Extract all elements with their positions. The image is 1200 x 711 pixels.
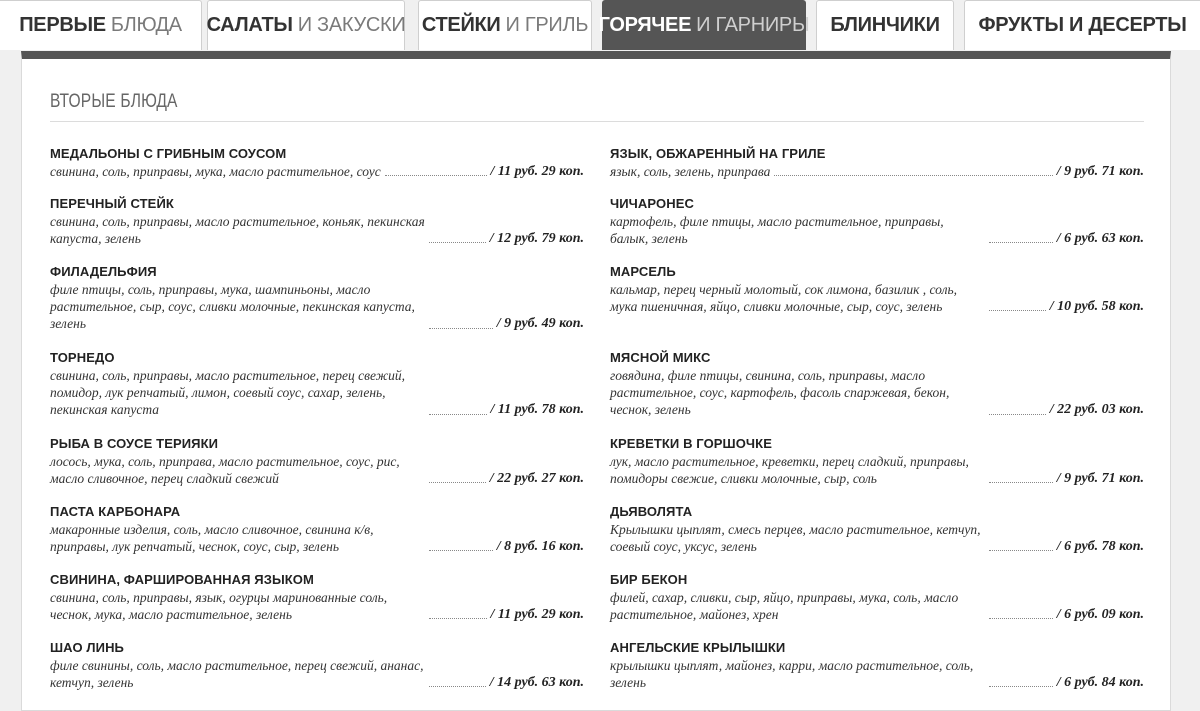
dish-name: ПЕРЕЧНЫЙ СТЕЙК	[50, 196, 174, 211]
dish-name: МАРСЕЛЬ	[610, 264, 676, 279]
dish-description	[610, 281, 1144, 315]
dish-name: ЧИЧАРОНЕС	[610, 196, 694, 211]
dish-ingredients: лосось, мука, соль, приправа, масло растительное, соус, рис, масло сливочное, перец сладкий свежий	[50, 454, 400, 487]
dish-description	[610, 367, 1144, 419]
dish-price: / 11 руб. 78 коп.	[490, 402, 584, 418]
tab-label-bold: САЛАТЫ	[206, 14, 293, 36]
dot-leader	[989, 482, 1053, 483]
tab-label-light: БЛЮДА	[110, 14, 182, 36]
dish-price: / 9 руб. 71 коп.	[1056, 471, 1144, 487]
menu-panel	[21, 51, 1171, 711]
tab-label-bold: БЛИНЧИКИ	[830, 14, 940, 36]
dot-leader	[429, 242, 486, 243]
dish-name: АНГЕЛЬСКИЕ КРЫЛЫШКИ	[610, 640, 786, 655]
dish-ingredients: свинина, соль, приправы, язык, огурцы маринованные соль, чеснок, мука, масло растительное, зелень	[50, 590, 388, 623]
dish-name: МЯСНОЙ МИКС	[610, 350, 711, 365]
dish-description	[50, 163, 584, 180]
dish-description	[610, 453, 1144, 487]
menu-item	[50, 263, 584, 333]
tab-hot-dishes-sides[interactable]	[598, 0, 810, 50]
dish-price: / 6 руб. 78 коп.	[1056, 539, 1144, 555]
menu-item	[610, 263, 1144, 315]
menu-item	[610, 349, 1144, 419]
dish-description	[610, 589, 1144, 623]
dish-price: / 9 руб. 49 коп.	[496, 316, 584, 332]
tab-label-bold: СТЕЙКИ	[421, 14, 501, 36]
dish-name: ДЬЯВОЛЯТА	[610, 504, 693, 519]
dot-leader	[989, 414, 1046, 415]
dish-price: / 22 руб. 03 коп.	[1049, 402, 1144, 418]
dish-name: РЫБА В СОУСЕ ТЕРИЯКИ	[50, 436, 219, 451]
dish-description	[610, 657, 1144, 691]
menu-item	[610, 145, 1144, 180]
menu-item	[50, 435, 584, 487]
dish-name: МЕДАЛЬОНЫ С ГРИБНЫМ СОУСОМ	[50, 146, 287, 161]
dot-leader	[429, 686, 486, 687]
menu-item	[610, 571, 1144, 623]
menu-item	[50, 145, 584, 180]
dish-ingredients: свинина, соль, приправы, мука, масло растительное, соус	[50, 164, 381, 179]
dish-ingredients: филей, сахар, сливки, сыр, яйцо, приправы, мука, соль, масло растительное, майонез, хрен	[610, 590, 959, 623]
dish-price: / 9 руб. 71 коп.	[1056, 164, 1144, 179]
menu-item	[610, 639, 1144, 691]
dish-price: / 6 руб. 63 коп.	[1056, 231, 1144, 247]
dot-leader	[989, 686, 1053, 687]
dot-leader	[989, 310, 1046, 311]
tab-salads-snacks[interactable]	[207, 0, 405, 50]
dot-leader	[429, 414, 487, 415]
dish-ingredients: крылышки цыплят, майонез, карри, масло растительное, соль, зелень	[610, 658, 974, 691]
dish-name: СВИНИНА, ФАРШИРОВАННАЯ ЯЗЫКОМ	[50, 572, 314, 587]
tab-label-bold: ПЕРВЫЕ	[19, 14, 106, 36]
dish-description	[610, 521, 1144, 555]
menu-item	[50, 195, 584, 247]
dish-ingredients: свинина, соль, приправы, масло растительное, коньяк, пекинская капуста, зелень	[50, 214, 425, 247]
dish-price: / 11 руб. 29 коп.	[490, 164, 584, 179]
menu-item	[610, 195, 1144, 247]
tab-pancakes[interactable]	[816, 0, 954, 50]
dish-description	[50, 589, 584, 623]
dot-leader	[429, 482, 486, 483]
menu-item	[50, 503, 584, 555]
dish-price: / 12 руб. 79 коп.	[489, 231, 584, 247]
dish-description	[50, 213, 584, 247]
dish-ingredients: картофель, филе птицы, масло растительное, приправы, балык, зелень	[610, 214, 944, 247]
menu-item	[610, 435, 1144, 487]
tab-steaks-grill[interactable]	[418, 0, 592, 50]
tab-fruits-desserts[interactable]	[964, 0, 1200, 50]
dish-price: / 6 руб. 84 коп.	[1056, 675, 1144, 691]
dish-name: ШАО ЛИНЬ	[50, 640, 125, 655]
category-tabs	[0, 0, 1200, 52]
dish-price: / 10 руб. 58 коп.	[1049, 299, 1144, 315]
dish-ingredients: говядина, филе птицы, свинина, соль, приправы, масло растительное, соус, картофель, фасоль спаржевая, бекон, чеснок, зелень	[610, 368, 950, 418]
dish-ingredients: Крылышки цыплят, смесь перцев, масло растительное, кетчуп, соевый соус, уксус, зелень	[610, 522, 981, 555]
section-title: ВТОРЫЕ БЛЮДА	[50, 91, 178, 112]
menu-item	[610, 503, 1144, 555]
dish-price: / 14 руб. 63 коп.	[489, 675, 584, 691]
dish-name: БИР БЕКОН	[610, 572, 688, 587]
tab-label-light: И ЗАКУСКИ	[297, 14, 406, 36]
dot-leader	[429, 328, 493, 329]
dot-leader	[429, 550, 493, 551]
dish-ingredients: кальмар, перец черный молотый, сок лимона, базилик , соль, мука пшеничная, яйцо, сливки молочные, сыр, соус, зелень	[610, 282, 958, 315]
menu-item	[50, 349, 584, 419]
dish-ingredients: филе птицы, соль, приправы, мука, шампиньоны, масло растительное, сыр, соус, сливки молочные, пекинская капуста, зелень	[50, 282, 415, 332]
dish-name: КРЕВЕТКИ В ГОРШОЧКЕ	[610, 436, 772, 451]
dish-description	[50, 281, 584, 333]
dish-name: ЯЗЫК, ОБЖАРЕННЫЙ НА ГРИЛЕ	[610, 146, 826, 161]
dish-price: / 6 руб. 09 коп.	[1056, 607, 1144, 623]
dot-leader	[989, 242, 1053, 243]
dish-description	[50, 367, 584, 419]
tab-label-bold: ГОРЯЧЕЕ	[598, 14, 692, 36]
dish-ingredients: свинина, соль, приправы, масло растительное, перец свежий, помидор, лук репчатый, лимон, соевый соус, сахар, зелень, пекинская капуста	[50, 368, 406, 418]
dot-leader	[989, 550, 1053, 551]
dish-description	[50, 521, 584, 555]
dot-leader	[385, 175, 487, 176]
dish-description	[50, 657, 584, 691]
dish-description	[610, 213, 1144, 247]
tab-label-bold: ФРУКТЫ И ДЕСЕРТЫ	[978, 14, 1187, 36]
section-divider	[50, 121, 1144, 122]
menu-item	[50, 571, 584, 623]
dot-leader	[774, 175, 1052, 176]
dish-description	[610, 163, 1144, 180]
dot-leader	[429, 618, 487, 619]
dot-leader	[989, 618, 1053, 619]
dish-description	[50, 453, 584, 487]
tab-label-light: И ГАРНИРЫ	[696, 14, 810, 36]
dish-price: / 8 руб. 16 коп.	[496, 539, 584, 555]
menu-item	[50, 639, 584, 691]
dish-price: / 11 руб. 29 коп.	[490, 607, 584, 623]
dish-name: ТОРНЕДО	[50, 350, 115, 365]
tab-label-light: И ГРИЛЬ	[505, 14, 589, 36]
dish-ingredients: филе свинины, соль, масло растительное, перец свежий, ананас, кетчуп, зелень	[50, 658, 424, 691]
dish-ingredients: макаронные изделия, соль, масло сливочное, свинина к/в, приправы, лук репчатый, чеснок, соус, сыр, зелень	[50, 522, 374, 555]
dish-ingredients: лук, масло растительное, креветки, перец сладкий, приправы, помидоры свежие, сливки молочные, сыр, соль	[610, 454, 969, 487]
dish-ingredients: язык, соль, зелень, приправа	[610, 164, 771, 179]
dish-name: ПАСТА КАРБОНАРА	[50, 504, 181, 519]
dish-name: ФИЛАДЕЛЬФИЯ	[50, 264, 157, 279]
tab-first-courses[interactable]	[0, 0, 202, 50]
dish-price: / 22 руб. 27 коп.	[489, 471, 584, 487]
